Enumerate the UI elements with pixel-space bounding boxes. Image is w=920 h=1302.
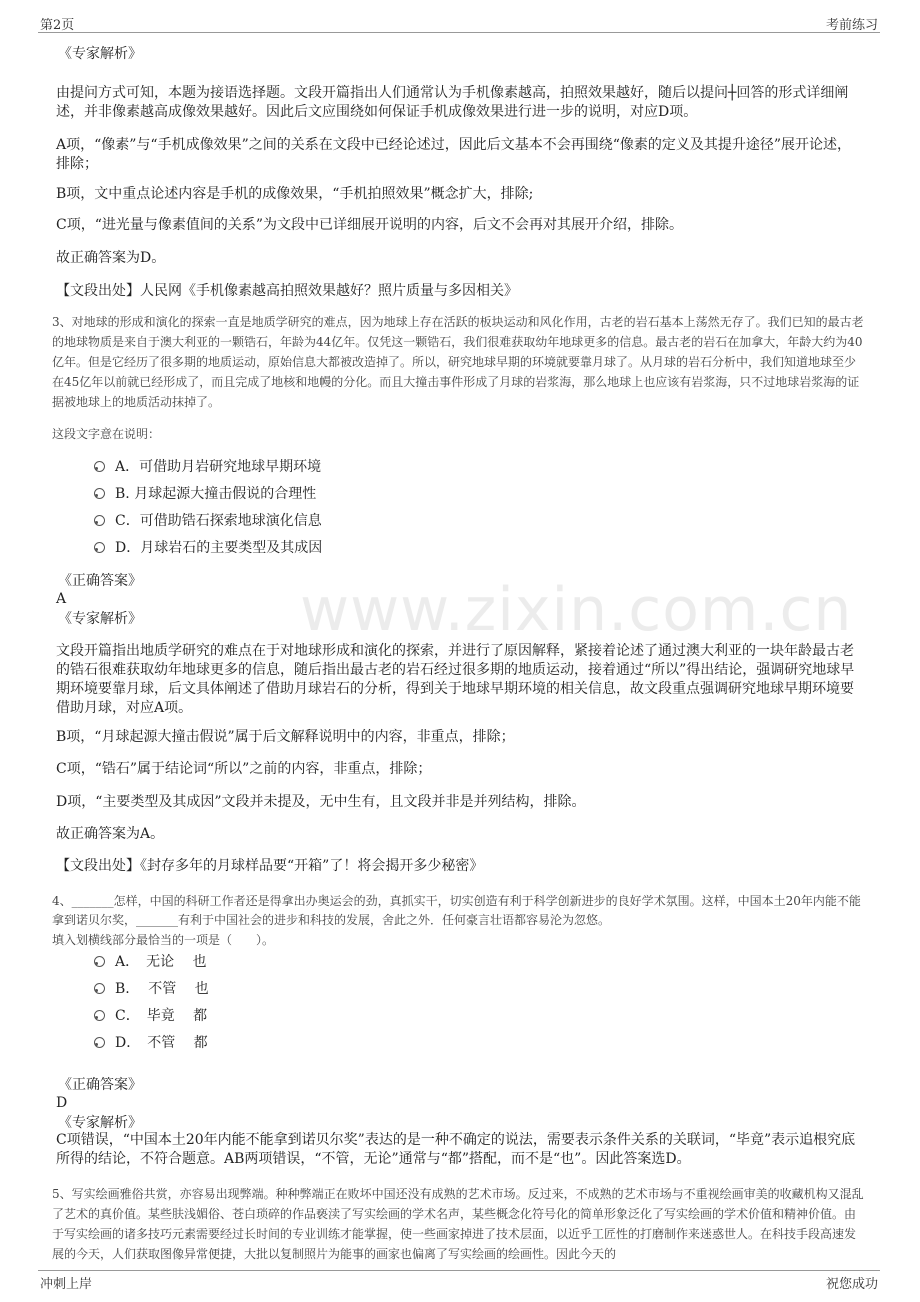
source-citation: 【文段出处】《封存多年的月球样品要“开箱”了！将会揭开多少秘密》: [56, 858, 484, 874]
watermark: www.zixin.com.cn: [300, 575, 853, 645]
answer-statement: 故正确答案为D。: [56, 250, 166, 266]
radio-icon[interactable]: [94, 1037, 105, 1048]
option-text: A．可借助月岩研究地球早期环境: [115, 459, 322, 475]
option-c-explanation: C项，“进光量与像素值间的关系”为文段中已详细展开说明的内容，后文不会再对其展开介绍，排除。: [56, 217, 684, 233]
q3-option-b[interactable]: [94, 485, 316, 503]
source-citation: 【文段出处】人民网《手机像素越高拍照效果越好？照片质量与多因相关》: [56, 283, 518, 299]
correct-answer-label: 《正确答案》: [58, 573, 142, 589]
question-3-stem: 3、对地球的形成和演化的探索一直是地质学研究的难点，因为地球上存在活跃的板块运动和风化作用，古老的岩石基本上荡然无存了。我们已知的最古老的地球物质是来自于澳大利亚的一颗锆石，年龄为44亿年。仅凭这一颗锆石，我们很难获取幼年地球更多的信息。最古老的岩石在加拿大，年龄大约为40亿年。但是它经历了很多期的地质运动，原始信息大都被改造掉了。所以，研究地球早期的环境就要靠月球了。从月球的岩石分析中，我们知道地球至少在45亿年以前就已经形成了，而且完成了地核和地幔的分化。而且大撞击事件形成了月球的岩浆海，那么地球上也应该有岩浆海，只不过地球岩浆海的证据被地球上的地质活动抹掉了。: [52, 315, 864, 409]
option-text: C．可借助锆石探索地球演化信息: [115, 513, 322, 529]
question-4-prompt: 填入划横线部分最恰当的一项是（ ）。: [52, 933, 275, 947]
page-header: [0, 0, 920, 33]
radio-icon[interactable]: [94, 983, 105, 994]
question-4-stem: 4、_______怎样，中国的科研工作者还是得拿出办奥运会的劲，真抓实干，切实创造有利于科学创新进步的良好学术氛围。这样，中国本土20年内能不能拿到诺贝尔奖，_______有利于中国社会的进步和科技的发展，舍此之外．任何豪言壮语都容易沦为忽悠。: [52, 894, 861, 927]
radio-icon[interactable]: [94, 956, 105, 967]
option-text: B. 不管 也: [115, 981, 209, 997]
radio-icon[interactable]: [94, 488, 105, 499]
correct-answer-label: 《正确答案》: [58, 1077, 142, 1093]
question-3-prompt: 这段文字意在说明：: [52, 427, 161, 441]
footer-left: 冲刺上岸: [40, 1277, 93, 1292]
option-b-explanation: B项，“月球起源大撞击假说”属于后文解释说明中的内容，非重点，排除；: [56, 729, 515, 745]
q4-option-b[interactable]: [94, 980, 209, 998]
radio-icon[interactable]: [94, 461, 105, 472]
answer-statement: 故正确答案为A。: [56, 826, 165, 842]
page-number: 第2页: [40, 18, 75, 33]
analysis-paragraph: 由提问方式可知，本题为接语选择题。文段开篇指出人们通常认为手机像素越高，拍照效果越好，随后以提问┼回答的形式详细阐述，并非像素越高成像效果越好。因此后文应围绕如何保证手机成像效果进行进一步的说明，对应D项。: [56, 85, 849, 120]
option-a-explanation: A项，“像素”与“手机成像效果”之间的关系在文段中已经论述过，因此后文基本不会再围绕“像素的定义及其提升途径”展开论述，排除；: [56, 137, 852, 172]
q4-option-d[interactable]: [94, 1034, 208, 1052]
expert-analysis-label: 《专家解析》: [58, 1115, 142, 1131]
footer-divider: [38, 1270, 880, 1271]
header-divider: [38, 32, 880, 33]
option-text: D． 不管 都: [115, 1035, 208, 1051]
correct-answer-value: D: [56, 1095, 68, 1111]
radio-icon[interactable]: [94, 515, 105, 526]
option-text: D．月球岩石的主要类型及其成因: [115, 540, 323, 556]
q3-option-a[interactable]: [94, 458, 321, 476]
q3-option-c[interactable]: [94, 512, 322, 530]
option-b-explanation: B项，文中重点论述内容是手机的成像效果，“手机拍照效果”概念扩大，排除;: [56, 186, 534, 202]
expert-analysis-label: 《专家解析》: [58, 611, 142, 627]
option-text: A． 无论 也: [115, 954, 207, 970]
q3-option-d[interactable]: [94, 539, 322, 557]
radio-icon[interactable]: [94, 542, 105, 553]
q4-option-c[interactable]: [94, 1007, 207, 1025]
correct-answer-value: A: [56, 591, 67, 607]
option-d-explanation: D项，“主要类型及其成因”文段并未提及，无中生有，且文段并非是并列结构，排除。: [56, 794, 586, 810]
header-title: 考前练习: [825, 18, 878, 33]
footer-right: 祝您成功: [825, 1277, 878, 1292]
option-text: B. 月球起源大撞击假说的合理性: [115, 486, 317, 502]
option-c-explanation: C项，“锆石”属于结论词“所以”之前的内容，非重点，排除；: [56, 761, 432, 777]
analysis-paragraph: 文段开篇指出地质学研究的难点在于对地球形成和演化的探索，并进行了原因解释，紧接着论述了通过澳大利亚的一块年龄最古老的锆石很难获取幼年地球更多的信息，随后指出最古老的岩石经过很多期的地质运动，接着通过“所以”得出结论，强调研究地球早期环境要靠月球，后文具体阐述了借助月球岩石的分析，得到关于地球早期环境的相关信息，故文段重点强调研究地球早期环境要借助月球，对应A项。: [56, 643, 855, 716]
q4-option-a[interactable]: [94, 953, 207, 971]
expert-analysis-label: 《专家解析》: [58, 46, 142, 62]
radio-icon[interactable]: [94, 1010, 105, 1021]
option-text: C． 毕竟 都: [115, 1008, 208, 1024]
question-5-stem: 5、写实绘画雅俗共赏，亦容易出现弊端。种种弊端正在败坏中国还没有成熟的艺术市场。反过来，不成熟的艺术市场与不重视绘画审美的收藏机构又混乱了艺术的真价值。某些肤浅媚俗、苍白琐碎的作品亵渎了写实绘画的学术名声，某些概念化符号化的简单形象泛化了写实绘画的学术价值和精神价值。由于写实绘画的诸多技巧元素需要经过长时间的专业训练才能掌握，使一些画家掉进了技术层面，以近乎工匠性的打磨制作来迷惑世人。在科技手段高速发展的今天，人们获取图像异常便捷，大批以复制照片为能事的画家也偏离了写实绘画的绘画性。因此今天的: [52, 1187, 864, 1261]
analysis-paragraph: C项错误，“中国本土20年内能不能拿到诺贝尔奖”表达的是一种不确定的说法，需要表示条件关系的关联词，“毕竟”表示追根究底所得的结论，不符合题意。AB两项错误，“不管，无论”通常与“都”搭配，而不是“也”。因此答案选D。: [56, 1132, 856, 1167]
